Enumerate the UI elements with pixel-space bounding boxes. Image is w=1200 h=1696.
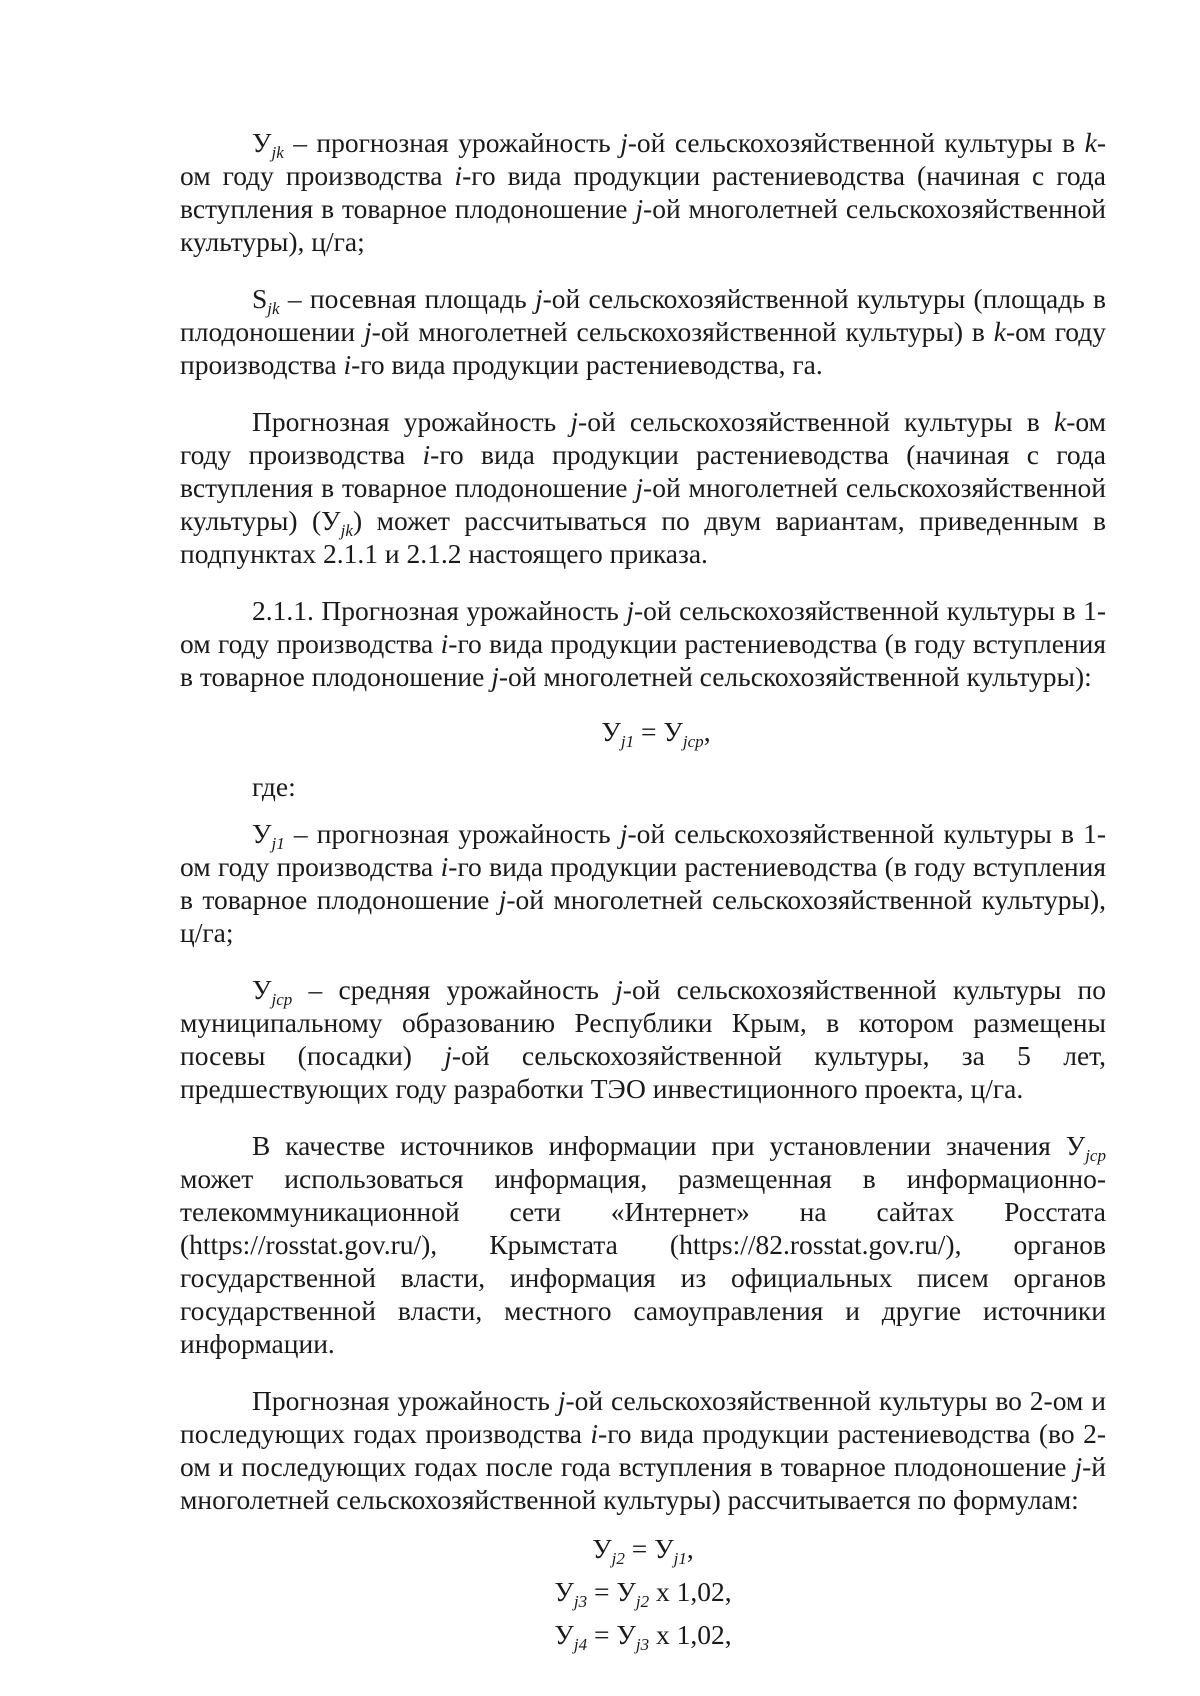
definition-yield-j1: $У_{j1}$ – прогнозная урожайность j-ой сельскохозяйственной культуры в 1-ом году производства i-го вида продукции растениеводства (в году вступления в товарное плодоношение j-ой многолетней сельскохозяйственной культуры), ц/га; <box>180 818 1106 948</box>
definition-area-jk: $S_{jk}$ – посевная площадь j-ой сельскохозяйственной культуры (площадь в плодоношении j-ой многолетней сельскохозяйственной культуры) в k-ом году производства i-го вида продукции растениеводства, га. <box>180 283 1106 380</box>
formula-yield-first-year: $У_{j1} = У_{jср}$, <box>601 716 711 751</box>
definition-yield-jsr: $У_{jср}$ – средняя урожайность j-ой сельскохозяйственной культуры по муниципальному образованию Республики Крым, в котором размещены посевы (посадки) j-ой сельскохозяйственной культуры, за 5 лет, предшествующих году разработки ТЭО инвестиционного проекта, ц/га. <box>180 974 1106 1104</box>
formula-yield-year-2: $У_{j2} = У_{j1}$, <box>592 1533 694 1568</box>
where-label: где: <box>252 771 296 802</box>
formula-yield-year-3: $У_{j3} = У_{j2}$ х 1,02, <box>554 1576 732 1611</box>
definition-yield-jk: $У_{jk}$ – прогнозная урожайность j-ой сельскохозяйственной культуры в k-ом году производства i-го вида продукции растениеводства (начиная с года вступления в товарное плодоношение j-ой многолетней сельскохозяйственной культуры), ц/га; <box>180 127 1106 257</box>
formula-yield-year-4: $У_{j4} = У_{j3}$ х 1,02, <box>554 1619 732 1654</box>
paragraph-yield-variants: Прогнозная урожайность j-ой сельскохозяйственной культуры в k-ом году производства i-го вида продукции растениеводства (начиная с года вступления в товарное плодоношение j-ой многолетней сельскохозяйственной культуры) $(У_{jk})$ может рассчитываться по двум вариантам, приведенным в подпунктах 2.1.1 и 2.1.2 настоящего приказа. <box>180 406 1106 569</box>
paragraph-2-1-1: 2.1.1. Прогнозная урожайность j-ой сельскохозяйственной культуры в 1-ом году производства i-го вида продукции растениеводства (в году вступления в товарное плодоношение j-ой многолетней сельскохозяйственной культуры): <box>180 595 1106 692</box>
paragraph-subsequent-years: Прогнозная урожайность j-ой сельскохозяйственной культуры во 2-ом и последующих годах производства i-го вида продукции растениеводства (во 2-ом и последующих годах после года вступления в товарное плодоношение j-й многолетней сельскохозяйственной культуры) рассчитывается по формулам: <box>180 1385 1106 1515</box>
formulas-block <box>180 1532 1106 1654</box>
paragraph-information-sources: В качестве источников информации при установлении значения $У_{jср}$ может использоваться информация, размещенная в информационно-телекоммуникационной сети «Интернет» на сайтах Росстата (https://rosstat.gov.ru/), Крымстата (https://82.rosstat.gov.ru/), органов государственной власти, информация из официальных писем органов государственной власти, местного самоуправления и другие источники информации. <box>180 1130 1106 1359</box>
